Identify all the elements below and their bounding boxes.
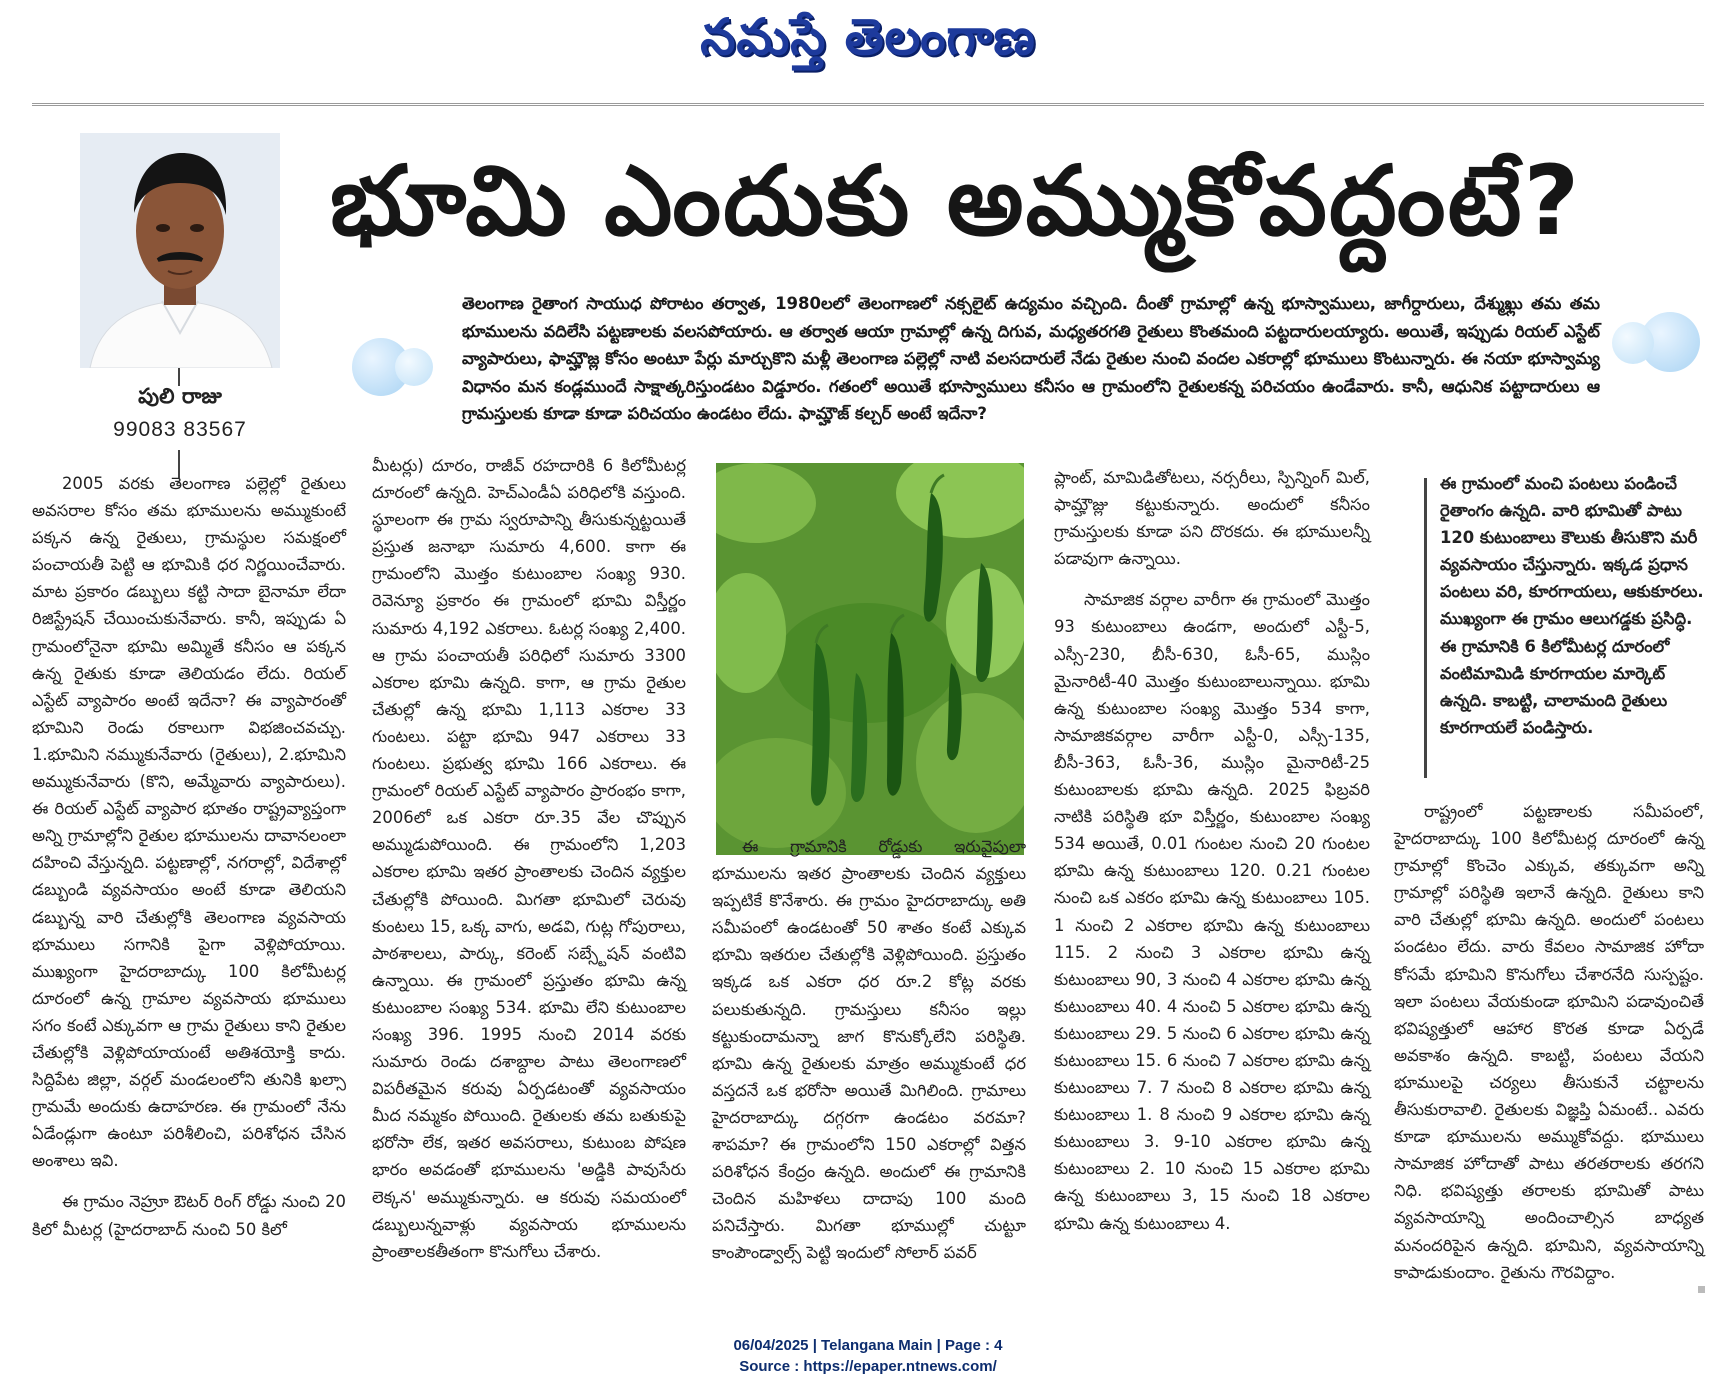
column-1 [32, 470, 346, 1257]
newspaper-logo: నమస్తే తెలంగాణ [700, 8, 1036, 66]
highlight-box: ఈ గ్రామంలో మంచి పంటలు పండించే రైతాంగం ఉన్నది. వారి భూమితో పాటు 120 కుటుంబాలు కౌలుకు తీసుకొని మరీ వ్యవసాయం చేస్తున్నారు. ఇక్కడ ప్రధాన పంటలు వరి, కూరగాయలు, ఆకుకూరలు. ముఖ్యంగా ఈ గ్రామం ఆలుగడ్డకు ప్రసిద్ధి. ఈ గ్రామానికి 6 కిలోమీటర్ల దూరంలో వంటిమామిడి కూరగాయల మార్కెట్ ఉన్నది. కాబట్టి, చాలామంది రైతులు కూరగాయలే పండిస్తారు. [1440, 474, 1704, 737]
masthead [0, 8, 1736, 79]
green-chili-photo [716, 463, 1024, 855]
paragraph: ఈ గ్రామానికి రోడ్డుకు ఇరువైపులా భూములను ఇతర ప్రాంతాలకు చెందిన వ్యక్తులు ఇప్పటికే కొనేశారు. ఈ గ్రామం హైదరాబాద్కు అతి సమీపంలో ఉండటంతో 50 శాతం కంటే ఎక్కువ భూమి ఇతరుల చేతుల్లోకి వెళ్లిపోయింది. ప్రస్తుతం ఇక్కడ ఒక ఎకరా ధర రూ.2 కోట్ల వరకు పలుకుతున్నది. గ్రామస్తులు కనీసం ఇల్లు కట్టుకుందామన్నా జాగ కొనుక్కోలేని పరిస్థితి. భూమి ఉన్న రైతులకు మాత్రం అమ్ముకుంటే ధర వస్తదనే ఒక భరోసా అయితే మిగిలింది. గ్రామాలు హైదరాబాద్కు దగ్గరగా ఉండటం వరమా? శాపమా? ఈ గ్రామంలోని 150 ఎకరాల్లో విత్తన పరిశోధన కేంద్రం ఉన్నది. అందులో ఈ గ్రామానికి చెందిన మహిళలు దాదాపు 100 మంది పనిచేస్తారు. మిగతా భూముల్లో చుట్టూ కాంపౌండ్వాల్స్ పెట్టి ఇందులో సోలార్ పవర్ [712, 837, 1026, 1263]
footer [0, 1335, 1736, 1377]
author-portrait-icon [80, 133, 280, 368]
footer-date-page: 06/04/2025 | Telangana Main | Page : 4 [733, 1337, 1003, 1354]
column-3 [712, 833, 1026, 1281]
column-5 [1394, 798, 1704, 1300]
author-phone: 99083 83567 [113, 418, 247, 441]
paragraph: 2005 వరకు తెలంగాణ పల్లెల్లో రైతులు అవసరాల కోసం తమ భూములను అమ్ముకుంటే పక్కన ఉన్న రైతులు, గ్రామస్థుల సమక్షంలో పంచాయతీ పెట్టి ఆ భూమికి ధర నిర్ణయించేవారు. మాట ప్రకారం డబ్బులు కట్టి సాదా బైనామా లేదా రిజిస్ట్రేషన్ చేయించుకునేవారు. కానీ, ఇప్పుడు ఏ గ్రామంలోనైనా భూమి అమ్మితే కనీసం ఆ పక్కన ఉన్న రైతుకు కూడా తెలియడం లేదు. రియల్ ఎస్టేట్ వ్యాపారం అంటే ఇదేనా? ఈ వ్యాపారంతో భూమిని రెండు రకాలుగా విభజించవచ్చు. 1.భూమిని నమ్ముకునేవారు (రైతులు), 2.భూమిని అమ్ముకునేవారు (కొని, అమ్మేవారు వ్యాపారులు). ఈ రియల్ ఎస్టేట్ వ్యాపార భూతం రాష్ట్రవ్యాప్తంగా అన్ని గ్రామాల్లోని రైతుల భూములను దావానలంలా దహించి వేస్తున్నది. పట్టణాల్లో, నగరాల్లో, విదేశాల్లో డబ్బుండి వ్యవసాయం అంటే కూడా తెలియని డబ్బున్న వారి చేతుల్లోకి తెలంగాణ వ్యవసాయ భూములు సగానికి పైగా వెళ్లిపోయాయి. ముఖ్యంగా హైదరాబాద్కు 100 కిలోమీటర్ల దూరంలో ఉన్న గ్రామాల వ్యవసాయ భూములు సగం కంటే ఎక్కువగా ఆ గ్రామ రైతులు కాని రైతుల చేతుల్లోకి వెళ్లిపోయాయంటే అతిశయోక్తి కాదు. సిద్దిపేట జిల్లా, వర్గల్ మండలంలోని తునికి ఖల్సా గ్రామమే అందుకు ఉదాహరణ. ఈ గ్రామంలో నేను ఏడేండ్లుగా ఉంటూ పరిశీలించి, పరిశోధన చేసిన అంశాలు ఇవి. [32, 474, 346, 1171]
chili-plant-icon [716, 463, 1024, 855]
paragraph: రాష్ట్రంలో పట్టణాలకు సమీపంలో, హైదరాబాద్కు 100 కిలోమీటర్ల దూరంలో ఉన్న గ్రామాల్లో కొంచెం ఎక్కువ, తక్కువగా అన్ని గ్రామాల్లో పరిస్థితి ఇలానే ఉన్నది. రైతులు కాని వారి చేతుల్లో భూమి ఉన్నది. అందులో పంటలు పండటం లేదు. వారు కేవలం సామాజిక హోదా కోసమే భూమిని కొనుగోలు చేశారనేది సుస్పష్టం. ఇలా పంటలు వేయకుండా భూమిని పడావుంచితే భవిష్యత్తులో ఆహార కొరత కూడా ఏర్పడే అవకాశం ఉన్నది. కాబట్టి, పంటలు వేయని భూములపై చర్యలు తీసుకునే చట్టాలను తీసుకురావాలి. రైతులకు విజ్ఞప్తి ఏమంటే.. ఎవరు కూడా భూములను అమ్ముకోవద్దు. భూములు సామాజిక హోదాతో పాటు తరతరాలకు తరగని నిధి. భవిష్యత్తు తరాలకు భూమితో పాటు వ్యవసాయాన్ని అందించాల్సిన బాధ్యత మనందరిపైన ఉన్నది. భూమిని, వ్యవసాయాన్ని కాపాడుకుందాం. రైతును గౌరవిద్దాం. [1394, 802, 1704, 1282]
paragraph: ప్లాంట్, మామిడితోటలు, నర్సరీలు, స్పిన్నింగ్ మిల్, ఫామ్హౌజ్లు కట్టుకున్నారు. అందులో కనీసం గ్రామస్తులకు కూడా పని దొరకదు. ఈ భూములన్నీ పడావుగా ఉన్నాయి. [1054, 468, 1370, 569]
author-name: పులి రాజు [138, 384, 222, 408]
byline [90, 384, 270, 442]
author-photo [80, 133, 280, 368]
end-mark [1698, 1286, 1705, 1293]
decorative-bubble-left-small [395, 348, 433, 386]
paragraph: ఈ గ్రామం నెహ్రూ ఔటర్ రింగ్ రోడ్డు నుంచి 20 కిలో మీటర్ల (హైదరాబాద్ నుంచి 50 కిలో [32, 1192, 346, 1239]
footer-source[interactable]: Source : https://epaper.ntnews.com/ [739, 1358, 997, 1375]
masthead-divider [32, 103, 1704, 106]
headline: భూమి ఎందుకు అమ్ముకోవద్దంటే? [330, 145, 1582, 257]
column-4 [1054, 464, 1370, 1251]
box-divider [1424, 478, 1427, 778]
paragraph: సామాజిక వర్గాల వారీగా ఈ గ్రామంలో మొత్తం 93 కుటుంబాలు ఉండగా, అందులో ఎస్టీ-5, ఎస్సీ-230, బీసీ-630, ఓసీ-65, ముస్లిం మైనారిటీ-40 మొత్తం కుటుంబాలున్నాయి. భూమి ఉన్న కుటుంబాల సంఖ్య మొత్తం 534 కాగా, సామాజికవర్గాల వారీగా ఎస్టీ-0, ఎస్సీ-135, బీసీ-363, ఓసీ-36, ముస్లిం మైనారిటీ-25 కుటుంబాలకు భూమి ఉన్నది. 2025 ఫిబ్రవరి నాటికి పరిస్థితి భూ విస్తీర్ణం, కుటుంబాల సంఖ్య 534 అయితే, 0.01 గుంటల నుంచి 20 గుంటల భూమి ఉన్న కుటుంబాలు 120. 0.21 గుంటల నుంచి ఒక ఎకరం భూమి ఉన్న కుటుంబాలు 105. 1 నుంచి 2 ఎకరాల భూమి ఉన్న కుటుంబాలు 115. 2 నుంచి 3 ఎకరాల భూమి ఉన్న కుటుంబాలు 90, 3 నుంచి 4 ఎకరాల భూమి ఉన్న కుటుంబాలు 40. 4 నుంచి 5 ఎకరాల భూమి ఉన్న కుటుంబాలు 29. 5 నుంచి 6 ఎకరాల భూమి ఉన్న కుటుంబాలు 15. 6 నుంచి 7 ఎకరాల భూమి ఉన్న కుటుంబాలు 7. 7 నుంచి 8 ఎకరాల భూమి ఉన్న కుటుంబాలు 1. 8 నుంచి 9 ఎకరాల భూమి ఉన్న కుటుంబాలు 3. 9-10 ఎకరాల భూమి ఉన్న కుటుంబాలు 2. 10 నుంచి 15 ఎకరాల భూమి ఉన్న కుటుంబాలు 3, 15 నుంచి 18 ఎకరాల భూమి ఉన్న కుటుంబాలు 4. [1054, 590, 1370, 1233]
column-2 [372, 452, 686, 1279]
paragraph: మీటర్లు) దూరం, రాజీవ్ రహదారికి 6 కిలోమీటర్ల దూరంలో ఉన్నది. హెచ్ఎండీఏ పరిధిలోకి వస్తుంది. స్థూలంగా ఈ గ్రామ స్వరూపాన్ని తీసుకున్నట్టయితే ప్రస్తుత జనాభా సుమారు 4,600. కాగా ఈ గ్రామంలోని మొత్తం కుటుంబాల సంఖ్య 930. రెవెన్యూ ప్రకారం ఈ గ్రామంలో భూమి విస్తీర్ణం సుమారు 4,192 ఎకరాలు. ఓటర్ల సంఖ్య 2,400. ఆ గ్రామ పంచాయతీ పరిధిలో సుమారు 3300 ఎకరాల భూమి ఉన్నది. కాగా, ఆ గ్రామ రైతుల చేతుల్లో ఉన్న భూమి 1,113 ఎకరాల 33 గుంటలు. పట్టా భూమి 947 ఎకరాలు 33 గుంటలు. ప్రభుత్వ భూమి 166 ఎకరాలు. ఈ గ్రామంలో రియల్ ఎస్టేట్ వ్యాపారం ప్రారంభం కాగా, 2006లో ఒక ఎకరా రూ.35 వేల చొప్పున అమ్ముడుపోయింది. ఈ గ్రామంలోని 1,203 ఎకరాల భూమి ఇతర ప్రాంతాలకు చెందిన వ్యక్తుల చేతుల్లోకి పోయింది. మిగతా భూమిలో చెరువు కుంటలు 15, ఒక్క వాగు, అడవి, గుట్ల గోపురాలు, పాఠశాలలు, పార్కు, కరెంట్ సబ్స్టేషన్ వంటివి ఉన్నాయి. ఈ గ్రామంలో ప్రస్తుతం భూమి ఉన్న కుటుంబాల సంఖ్య 534. భూమి లేని కుటుంబాల సంఖ్య 396. 1995 నుంచి 2014 వరకు సుమారు రెండు దశాబ్దాల పాటు తెలంగాణలో విపరీతమైన కరువు ఏర్పడటంతో వ్యవసాయం మీద నమ్మకం పోయింది. రైతులకు తమ బతుకుపై భరోసా లేక, ఇతర అవసరాలు, కుటుంబ పోషణ భారం అవడంతో భూములను 'అడ్డికి పావుసేరు లెక్కన' అమ్ముకున్నారు. ఆ కరువు సమయంలో డబ్బులున్నవాళ్లు వ్యవసాయ భూములను ప్రాంతాలకతీతంగా కొనుగోలు చేశారు. [372, 456, 686, 1261]
intro-paragraph: తెలంగాణ రైతాంగ సాయుధ పోరాటం తర్వాత, 1980లలో తెలంగాణలో నక్సలైట్ ఉద్యమం వచ్చింది. దీంతో గ్రామాల్లో ఉన్న భూస్వాములు, జాగీర్దారులు, దేశ్ముఖ్లు తమ తమ భూములను వదిలేసి పట్టణాలకు వలసపోయారు. ఆ తర్వాత ఆయా గ్రామాల్లో ఉన్న దిగువ, మధ్యతరగతి రైతులు కొంతమంది పట్టదారులయ్యారు. అయితే, ఇప్పుడు రియల్ ఎస్టేట్ వ్యాపారులు, ఫామ్హౌజ్ల కోసం అంటూ పేర్లు మార్చుకొని మళ్లీ తెలంగాణ పల్లెల్లో నాటి వలసదారులే నేడు రైతుల నుంచి వందల ఎకరాల్లో భూములు కొంటున్నారు. ఈ నయా భూస్వామ్య విధానం మన కండ్లముందే సాక్షాత్కరిస్తుండటం విడ్డూరం. గతంలో అయితే భూస్వాములు కనీసం ఆ గ్రామంలోని రైతులకన్న పరిచయం ఉండేవారు. కానీ, ఆధునిక పట్టాదారులు ఆ గ్రామస్తులకు కూడా కూడా పరిచయం ఉండటం లేదు. ఫామ్హౌజ్ కల్చర్ అంటే ఇదేనా? [462, 294, 1600, 423]
decorative-bubble-right-small [1612, 322, 1654, 364]
